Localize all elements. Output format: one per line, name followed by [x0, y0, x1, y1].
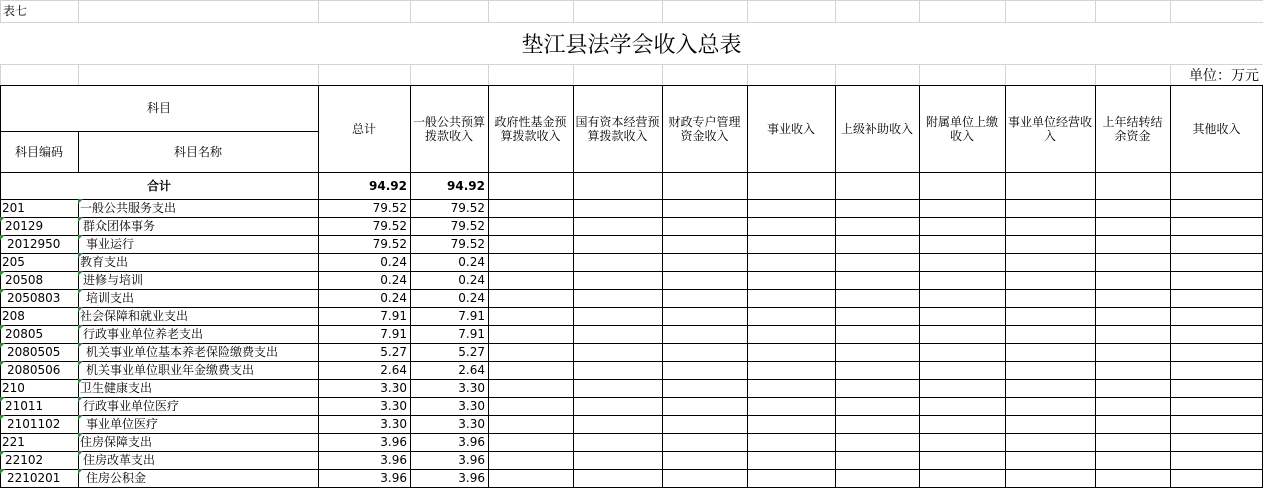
row-name: 事业单位医疗: [78, 415, 318, 433]
row-total: 79.52: [372, 219, 407, 233]
row-name: 机关事业单位基本养老保险缴费支出: [78, 343, 318, 361]
row-total: 79.52: [372, 201, 407, 215]
row-code: 20508: [0, 271, 78, 289]
row-general-budget: 3.96: [458, 453, 485, 467]
row-total: 2.64: [380, 363, 407, 377]
row-name: 一般公共服务支出: [78, 199, 318, 217]
row-total: 0.24: [380, 273, 407, 287]
row-general-budget: 2.64: [458, 363, 485, 377]
row-general-budget: 79.52: [450, 201, 485, 215]
header-column-6: 上级补助收入: [840, 121, 913, 136]
row-name: 进修与培训: [78, 271, 318, 289]
row-general-budget: 0.24: [458, 291, 485, 305]
header-column-5: 事业收入: [766, 121, 815, 136]
row-total: 0.24: [380, 255, 407, 269]
row-code: 201: [2, 201, 25, 215]
row-general-budget: 3.96: [458, 435, 485, 449]
row-name: 行政事业单位医疗: [78, 397, 318, 415]
header-column-3: 国有资本经营预算拨款收入: [575, 114, 660, 143]
unit-label: 单位：万元: [1189, 67, 1259, 84]
row-code: 2012950: [0, 235, 78, 253]
row-code: 210: [2, 381, 25, 395]
row-name: 住房公积金: [78, 469, 318, 487]
row-name: 卫生健康支出: [78, 379, 318, 397]
row-name: 教育支出: [78, 253, 318, 271]
row-general-budget: 0.24: [458, 273, 485, 287]
row-code: 2080505: [0, 343, 78, 361]
row-code: 21011: [0, 397, 78, 415]
row-general-budget: 7.91: [458, 309, 485, 323]
row-total: 79.52: [372, 237, 407, 251]
total-sum: 94.92: [369, 178, 407, 193]
header-column-9: 上年结转结余资金: [1102, 114, 1163, 143]
header-column-1: 一般公共预算拨款收入: [412, 114, 485, 143]
row-total: 3.30: [380, 399, 407, 413]
row-name: 群众团体事务: [78, 217, 318, 235]
row-code: 20129: [0, 217, 78, 235]
row-name: 住房保障支出: [78, 433, 318, 451]
row-total: 3.30: [380, 381, 407, 395]
row-code: 205: [2, 255, 25, 269]
row-total: 5.27: [380, 345, 407, 359]
row-code: 20805: [0, 325, 78, 343]
row-total: 3.96: [380, 471, 407, 485]
sheet-label: 表七: [3, 4, 28, 18]
row-total: 3.96: [380, 453, 407, 467]
total-general: 94.92: [447, 178, 485, 193]
row-total: 7.91: [380, 309, 407, 323]
row-name: 机关事业单位职业年金缴费支出: [78, 361, 318, 379]
row-total: 3.30: [380, 417, 407, 431]
row-general-budget: 5.27: [458, 345, 485, 359]
row-general-budget: 7.91: [458, 327, 485, 341]
header-column-10: 其他收入: [1192, 121, 1241, 136]
row-code: 2210201: [0, 469, 78, 487]
row-general-budget: 79.52: [450, 219, 485, 233]
header-column-7: 附属单位上缴收入: [925, 114, 998, 143]
row-code: 208: [2, 309, 25, 323]
header-column-2: 政府性基金预算拨款收入: [494, 114, 567, 143]
row-code: 2050803: [0, 289, 78, 307]
row-code: 221: [2, 435, 25, 449]
row-general-budget: 3.30: [458, 417, 485, 431]
header-column-8: 事业单位经营收入: [1007, 114, 1092, 143]
header-code: 科目编码: [14, 144, 63, 159]
row-name: 行政事业单位养老支出: [78, 325, 318, 343]
row-general-budget: 3.30: [458, 381, 485, 395]
row-general-budget: 3.30: [458, 399, 485, 413]
row-code: 22102: [0, 451, 78, 469]
row-general-budget: 3.96: [458, 471, 485, 485]
page-title: 垫江县法学会收入总表: [521, 32, 742, 58]
row-name: 社会保障和就业支出: [78, 307, 318, 325]
total-label: 合计: [146, 178, 171, 193]
header-subject: 科目: [146, 101, 171, 115]
row-general-budget: 79.52: [450, 237, 485, 251]
row-code: 2101102: [0, 415, 78, 433]
row-name: 住房改革支出: [78, 451, 318, 469]
row-total: 3.96: [380, 435, 407, 449]
row-total: 7.91: [380, 327, 407, 341]
row-code: 2080506: [0, 361, 78, 379]
header-column-4: 财政专户管理资金收入: [668, 114, 741, 143]
row-name: 事业运行: [78, 235, 318, 253]
row-name: 培训支出: [78, 289, 318, 307]
row-general-budget: 0.24: [458, 255, 485, 269]
row-total: 0.24: [380, 291, 407, 305]
header-name: 科目名称: [173, 144, 222, 159]
header-column-0: 总计: [351, 121, 376, 136]
